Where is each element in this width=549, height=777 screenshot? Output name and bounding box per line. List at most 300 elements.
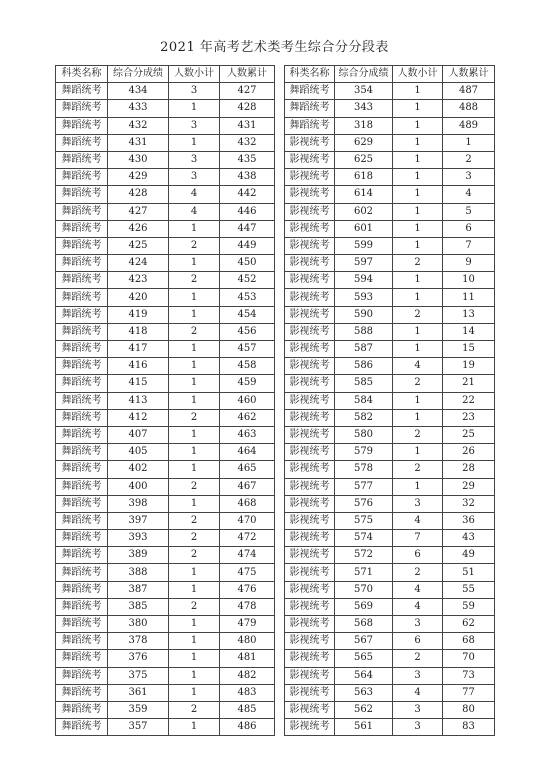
table-row <box>285 289 495 306</box>
table-row <box>56 272 275 289</box>
cell-count: 2 <box>169 409 220 426</box>
cell-score: 429 <box>108 169 169 186</box>
cell-cumulative: 62 <box>443 616 495 633</box>
table-row <box>56 444 275 461</box>
cell-category: 舞蹈统考 <box>56 564 108 581</box>
cell-score: 565 <box>335 650 393 667</box>
cell-cumulative: 9 <box>443 255 495 272</box>
cell-cumulative: 21 <box>443 375 495 392</box>
column-header-count: 人数小计 <box>393 66 443 83</box>
cell-category: 影视统考 <box>285 701 335 718</box>
cell-category: 舞蹈统考 <box>56 392 108 409</box>
cell-score: 400 <box>108 478 169 495</box>
cell-cumulative: 77 <box>443 684 495 701</box>
cell-category: 舞蹈统考 <box>56 134 108 151</box>
cell-cumulative: 479 <box>220 616 275 633</box>
cell-category: 舞蹈统考 <box>56 358 108 375</box>
cell-category: 影视统考 <box>285 426 335 443</box>
cell-score: 590 <box>335 306 393 323</box>
cell-cumulative: 80 <box>443 701 495 718</box>
cell-category: 舞蹈统考 <box>56 169 108 186</box>
table-row <box>285 547 495 564</box>
cell-category: 舞蹈统考 <box>56 461 108 478</box>
cell-cumulative: 28 <box>443 461 495 478</box>
cell-count: 2 <box>169 272 220 289</box>
table-header-row <box>56 66 275 83</box>
cell-count: 3 <box>169 169 220 186</box>
cell-score: 417 <box>108 341 169 358</box>
cell-score: 561 <box>335 719 393 736</box>
cell-score: 579 <box>335 444 393 461</box>
table-row <box>285 564 495 581</box>
cell-score: 585 <box>335 375 393 392</box>
table-row <box>56 512 275 529</box>
table-row <box>285 444 495 461</box>
cell-count: 1 <box>169 667 220 684</box>
cell-cumulative: 467 <box>220 478 275 495</box>
cell-score: 572 <box>335 547 393 564</box>
table-row <box>56 341 275 358</box>
cell-category: 舞蹈统考 <box>56 426 108 443</box>
cell-score: 594 <box>335 272 393 289</box>
cell-cumulative: 49 <box>443 547 495 564</box>
cell-category: 影视统考 <box>285 341 335 358</box>
cell-score: 389 <box>108 547 169 564</box>
cell-count: 3 <box>393 667 443 684</box>
cell-score: 430 <box>108 151 169 168</box>
cell-category: 舞蹈统考 <box>56 719 108 736</box>
cell-category: 影视统考 <box>285 220 335 237</box>
table-body-left <box>56 83 275 736</box>
cell-category: 舞蹈统考 <box>56 530 108 547</box>
cell-cumulative: 438 <box>220 169 275 186</box>
cell-count: 4 <box>393 512 443 529</box>
cell-score: 567 <box>335 633 393 650</box>
cell-count: 1 <box>169 461 220 478</box>
table-row <box>56 169 275 186</box>
cell-score: 576 <box>335 495 393 512</box>
table-row <box>285 186 495 203</box>
table-row <box>285 272 495 289</box>
cell-score: 434 <box>108 83 169 100</box>
cell-category: 舞蹈统考 <box>56 650 108 667</box>
cell-score: 584 <box>335 392 393 409</box>
cell-count: 1 <box>169 581 220 598</box>
cell-category: 舞蹈统考 <box>56 598 108 615</box>
cell-count: 1 <box>393 220 443 237</box>
cell-score: 357 <box>108 719 169 736</box>
table-row <box>56 564 275 581</box>
table-row <box>56 495 275 512</box>
cell-score: 570 <box>335 581 393 598</box>
cell-score: 361 <box>108 684 169 701</box>
cell-category: 影视统考 <box>285 667 335 684</box>
cell-count: 3 <box>393 719 443 736</box>
cell-count: 3 <box>169 151 220 168</box>
cell-count: 1 <box>169 392 220 409</box>
cell-count: 3 <box>393 616 443 633</box>
cell-count: 1 <box>393 392 443 409</box>
cell-count: 2 <box>169 478 220 495</box>
cell-count: 1 <box>169 495 220 512</box>
cell-category: 舞蹈统考 <box>285 100 335 117</box>
cell-score: 571 <box>335 564 393 581</box>
cell-category: 舞蹈统考 <box>56 255 108 272</box>
table-row <box>285 341 495 358</box>
table-row <box>56 667 275 684</box>
cell-category: 舞蹈统考 <box>56 512 108 529</box>
cell-count: 1 <box>393 478 443 495</box>
table-header-row <box>285 66 495 83</box>
table-row <box>56 478 275 495</box>
cell-count: 6 <box>393 633 443 650</box>
table-row <box>285 495 495 512</box>
cell-category: 影视统考 <box>285 306 335 323</box>
table-row <box>56 220 275 237</box>
cell-score: 563 <box>335 684 393 701</box>
table-row <box>285 100 495 117</box>
cell-count: 1 <box>393 237 443 254</box>
cell-count: 1 <box>393 83 443 100</box>
table-row <box>56 134 275 151</box>
column-header-score: 综合分成绩 <box>335 66 393 83</box>
cell-score: 359 <box>108 701 169 718</box>
cell-cumulative: 453 <box>220 289 275 306</box>
cell-count: 2 <box>393 375 443 392</box>
cell-count: 1 <box>169 719 220 736</box>
cell-cumulative: 26 <box>443 444 495 461</box>
table-row <box>285 237 495 254</box>
cell-score: 378 <box>108 633 169 650</box>
cell-score: 599 <box>335 237 393 254</box>
cell-cumulative: 485 <box>220 701 275 718</box>
cell-cumulative: 482 <box>220 667 275 684</box>
cell-count: 1 <box>169 633 220 650</box>
table-row <box>56 547 275 564</box>
cell-score: 629 <box>335 134 393 151</box>
cell-category: 影视统考 <box>285 323 335 340</box>
cell-category: 影视统考 <box>285 478 335 495</box>
cell-cumulative: 463 <box>220 426 275 443</box>
cell-count: 1 <box>393 134 443 151</box>
table-row <box>285 255 495 272</box>
cell-category: 舞蹈统考 <box>56 667 108 684</box>
table-row <box>56 633 275 650</box>
cell-category: 影视统考 <box>285 255 335 272</box>
cell-count: 1 <box>393 444 443 461</box>
cell-category: 影视统考 <box>285 650 335 667</box>
table-row <box>285 633 495 650</box>
cell-score: 405 <box>108 444 169 461</box>
cell-score: 343 <box>335 100 393 117</box>
cell-count: 1 <box>169 564 220 581</box>
cell-cumulative: 13 <box>443 306 495 323</box>
cell-category: 影视统考 <box>285 564 335 581</box>
cell-category: 影视统考 <box>285 633 335 650</box>
table-row <box>285 616 495 633</box>
cell-score: 376 <box>108 650 169 667</box>
column-header-category: 科类名称 <box>56 66 108 83</box>
cell-category: 影视统考 <box>285 616 335 633</box>
cell-count: 3 <box>169 117 220 134</box>
cell-category: 舞蹈统考 <box>56 203 108 220</box>
cell-cumulative: 475 <box>220 564 275 581</box>
cell-cumulative: 470 <box>220 512 275 529</box>
cell-cumulative: 468 <box>220 495 275 512</box>
cell-category: 影视统考 <box>285 151 335 168</box>
cell-cumulative: 454 <box>220 306 275 323</box>
column-header-cumulative: 人数累计 <box>443 66 495 83</box>
table-row <box>56 581 275 598</box>
cell-cumulative: 427 <box>220 83 275 100</box>
cell-category: 舞蹈统考 <box>56 375 108 392</box>
cell-score: 586 <box>335 358 393 375</box>
page-title: 2021 年高考艺术类考生综合分分段表 <box>160 40 389 55</box>
column-header-category: 科类名称 <box>285 66 335 83</box>
cell-cumulative: 10 <box>443 272 495 289</box>
cell-score: 387 <box>108 581 169 598</box>
cell-cumulative: 474 <box>220 547 275 564</box>
cell-score: 568 <box>335 616 393 633</box>
cell-count: 3 <box>393 701 443 718</box>
cell-score: 423 <box>108 272 169 289</box>
cell-score: 588 <box>335 323 393 340</box>
table-row <box>56 719 275 736</box>
cell-count: 1 <box>169 426 220 443</box>
cell-count: 1 <box>169 100 220 117</box>
cell-category: 影视统考 <box>285 409 335 426</box>
cell-cumulative: 449 <box>220 237 275 254</box>
cell-score: 418 <box>108 323 169 340</box>
cell-cumulative: 1 <box>443 134 495 151</box>
table-row <box>285 169 495 186</box>
cell-score: 425 <box>108 237 169 254</box>
cell-count: 1 <box>393 186 443 203</box>
cell-cumulative: 4 <box>443 186 495 203</box>
cell-cumulative: 452 <box>220 272 275 289</box>
cell-category: 影视统考 <box>285 169 335 186</box>
cell-count: 1 <box>169 306 220 323</box>
cell-count: 1 <box>393 323 443 340</box>
table-row <box>285 392 495 409</box>
cell-count: 1 <box>393 169 443 186</box>
cell-score: 420 <box>108 289 169 306</box>
cell-count: 2 <box>169 701 220 718</box>
cell-cumulative: 489 <box>443 117 495 134</box>
cell-category: 影视统考 <box>285 598 335 615</box>
cell-score: 426 <box>108 220 169 237</box>
cell-count: 1 <box>169 289 220 306</box>
cell-count: 1 <box>393 151 443 168</box>
cell-category: 舞蹈统考 <box>56 701 108 718</box>
cell-category: 影视统考 <box>285 392 335 409</box>
cell-count: 2 <box>393 255 443 272</box>
cell-category: 影视统考 <box>285 719 335 736</box>
cell-cumulative: 2 <box>443 151 495 168</box>
table-row <box>285 478 495 495</box>
cell-cumulative: 25 <box>443 426 495 443</box>
table-row <box>285 650 495 667</box>
cell-count: 2 <box>169 512 220 529</box>
cell-category: 舞蹈统考 <box>56 83 108 100</box>
cell-cumulative: 22 <box>443 392 495 409</box>
score-table-right <box>284 65 495 736</box>
cell-score: 433 <box>108 100 169 117</box>
cell-count: 2 <box>169 530 220 547</box>
cell-count: 1 <box>393 100 443 117</box>
table-row <box>56 409 275 426</box>
cell-count: 1 <box>169 358 220 375</box>
score-table-left <box>55 65 275 736</box>
cell-cumulative: 70 <box>443 650 495 667</box>
cell-count: 7 <box>393 530 443 547</box>
cell-score: 587 <box>335 341 393 358</box>
table-row <box>285 581 495 598</box>
cell-category: 舞蹈统考 <box>56 323 108 340</box>
cell-count: 3 <box>393 495 443 512</box>
cell-score: 432 <box>108 117 169 134</box>
column-header-cumulative: 人数累计 <box>220 66 275 83</box>
table-row <box>285 358 495 375</box>
cell-cumulative: 3 <box>443 169 495 186</box>
table-row <box>285 426 495 443</box>
cell-count: 1 <box>169 134 220 151</box>
cell-cumulative: 51 <box>443 564 495 581</box>
cell-category: 舞蹈统考 <box>56 616 108 633</box>
cell-cumulative: 472 <box>220 530 275 547</box>
cell-cumulative: 457 <box>220 341 275 358</box>
cell-cumulative: 442 <box>220 186 275 203</box>
cell-count: 4 <box>393 598 443 615</box>
cell-cumulative: 6 <box>443 220 495 237</box>
cell-score: 419 <box>108 306 169 323</box>
cell-score: 574 <box>335 530 393 547</box>
cell-count: 4 <box>393 684 443 701</box>
cell-category: 影视统考 <box>285 684 335 701</box>
cell-cumulative: 481 <box>220 650 275 667</box>
cell-cumulative: 458 <box>220 358 275 375</box>
cell-cumulative: 36 <box>443 512 495 529</box>
cell-category: 影视统考 <box>285 289 335 306</box>
cell-category: 影视统考 <box>285 272 335 289</box>
column-header-count: 人数小计 <box>169 66 220 83</box>
cell-cumulative: 15 <box>443 341 495 358</box>
cell-category: 舞蹈统考 <box>56 341 108 358</box>
cell-count: 2 <box>393 650 443 667</box>
cell-cumulative: 432 <box>220 134 275 151</box>
table-row <box>56 650 275 667</box>
cell-score: 393 <box>108 530 169 547</box>
cell-category: 舞蹈统考 <box>56 409 108 426</box>
table-row <box>285 306 495 323</box>
table-row <box>285 409 495 426</box>
cell-score: 602 <box>335 203 393 220</box>
cell-count: 1 <box>169 684 220 701</box>
cell-category: 舞蹈统考 <box>56 117 108 134</box>
cell-cumulative: 68 <box>443 633 495 650</box>
cell-category: 舞蹈统考 <box>56 272 108 289</box>
cell-category: 舞蹈统考 <box>56 289 108 306</box>
table-row <box>56 701 275 718</box>
table-body-right <box>285 83 495 736</box>
table-row <box>56 203 275 220</box>
table-row <box>285 151 495 168</box>
cell-score: 593 <box>335 289 393 306</box>
cell-count: 1 <box>393 409 443 426</box>
table-row <box>56 616 275 633</box>
cell-category: 影视统考 <box>285 444 335 461</box>
cell-cumulative: 435 <box>220 151 275 168</box>
cell-score: 424 <box>108 255 169 272</box>
cell-count: 2 <box>393 426 443 443</box>
cell-score: 318 <box>335 117 393 134</box>
table-row <box>285 134 495 151</box>
cell-cumulative: 19 <box>443 358 495 375</box>
table-row <box>285 323 495 340</box>
cell-score: 416 <box>108 358 169 375</box>
table-row <box>56 83 275 100</box>
cell-score: 562 <box>335 701 393 718</box>
cell-cumulative: 459 <box>220 375 275 392</box>
cell-cumulative: 446 <box>220 203 275 220</box>
cell-category: 影视统考 <box>285 461 335 478</box>
table-row <box>56 392 275 409</box>
cell-score: 354 <box>335 83 393 100</box>
cell-score: 582 <box>335 409 393 426</box>
table-row <box>285 512 495 529</box>
table-row <box>285 83 495 100</box>
cell-cumulative: 478 <box>220 598 275 615</box>
table-row <box>285 719 495 736</box>
cell-count: 1 <box>169 444 220 461</box>
cell-cumulative: 55 <box>443 581 495 598</box>
cell-category: 舞蹈统考 <box>56 444 108 461</box>
cell-score: 614 <box>335 186 393 203</box>
table-row <box>56 100 275 117</box>
cell-score: 597 <box>335 255 393 272</box>
cell-count: 1 <box>393 272 443 289</box>
cell-category: 舞蹈统考 <box>56 633 108 650</box>
cell-cumulative: 14 <box>443 323 495 340</box>
table-row <box>56 117 275 134</box>
cell-category: 舞蹈统考 <box>56 684 108 701</box>
cell-category: 影视统考 <box>285 547 335 564</box>
table-row <box>285 701 495 718</box>
cell-category: 影视统考 <box>285 375 335 392</box>
cell-category: 舞蹈统考 <box>56 151 108 168</box>
cell-cumulative: 43 <box>443 530 495 547</box>
cell-count: 2 <box>169 323 220 340</box>
cell-cumulative: 464 <box>220 444 275 461</box>
table-row <box>285 375 495 392</box>
cell-score: 407 <box>108 426 169 443</box>
cell-score: 618 <box>335 169 393 186</box>
cell-count: 4 <box>169 186 220 203</box>
table-row <box>285 684 495 701</box>
cell-score: 380 <box>108 616 169 633</box>
cell-score: 428 <box>108 186 169 203</box>
cell-score: 577 <box>335 478 393 495</box>
cell-score: 601 <box>335 220 393 237</box>
table-row <box>56 684 275 701</box>
cell-count: 3 <box>169 83 220 100</box>
cell-category: 舞蹈统考 <box>56 100 108 117</box>
cell-count: 2 <box>169 237 220 254</box>
table-row <box>56 530 275 547</box>
cell-cumulative: 483 <box>220 684 275 701</box>
cell-score: 564 <box>335 667 393 684</box>
cell-cumulative: 29 <box>443 478 495 495</box>
